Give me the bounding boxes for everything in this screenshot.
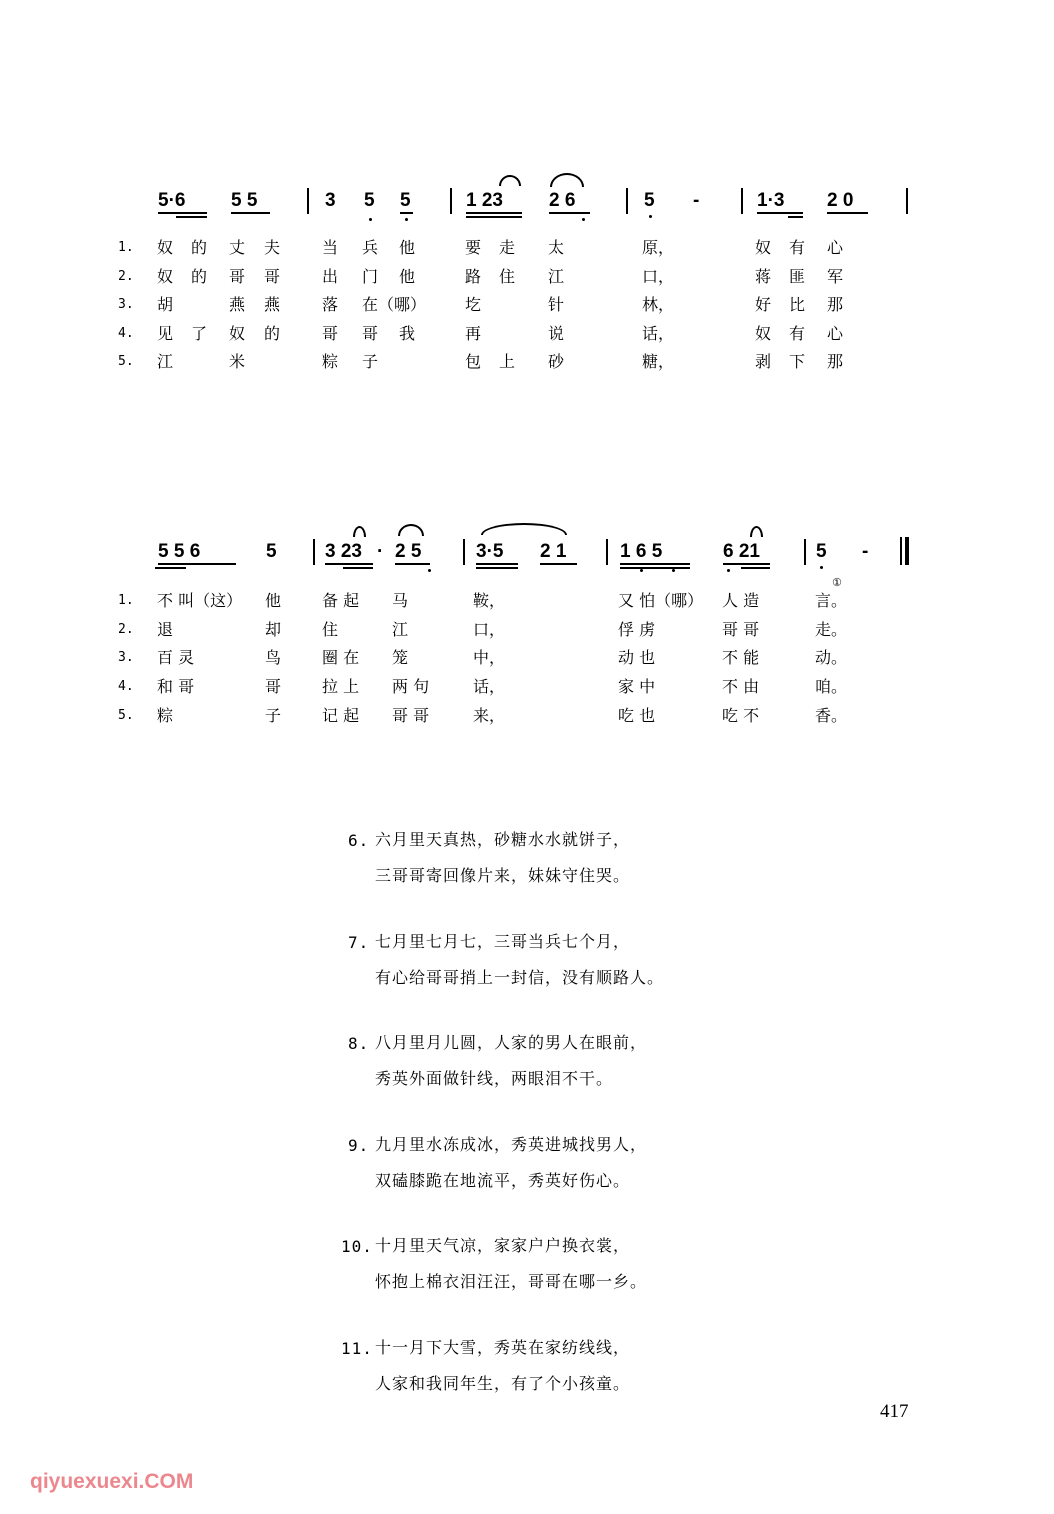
bar-line: [606, 539, 608, 565]
lyric-cell: 笼: [392, 648, 409, 668]
octave-dot: [727, 569, 730, 572]
lyric-cell: 心: [827, 323, 844, 343]
lyric-cell: 有: [789, 238, 806, 257]
underline: [620, 563, 690, 565]
lyric-cell: 我: [399, 323, 416, 343]
note: 2 1: [540, 541, 567, 562]
lyric-cell: 咱。: [815, 677, 848, 697]
note: 5: [400, 190, 411, 211]
lyric-cell: 了: [191, 323, 208, 343]
lyric-cell: 圪: [465, 295, 482, 314]
lyric-cell: 那: [827, 352, 844, 371]
note: 5: [364, 190, 375, 211]
lyric-cell: 住: [322, 619, 339, 639]
verse-number: 9.: [348, 1135, 370, 1155]
lyric-cell: 奴: [157, 266, 174, 286]
lyric-cell: 哥: [264, 266, 281, 286]
underline: [757, 212, 803, 214]
verse-number: 2.: [118, 268, 134, 284]
lyric-cell: 不 由: [722, 677, 760, 697]
lyric-cell: 和 哥: [157, 677, 195, 697]
note: 5: [816, 541, 827, 562]
slur: [353, 526, 366, 537]
watermark-logo: qiyuexuexi.COM: [30, 1470, 194, 1493]
bar-line: [463, 539, 465, 565]
lyric-cell: 言。: [815, 591, 848, 610]
lyric-cell: 住: [499, 266, 516, 286]
verse-number: 10.: [341, 1237, 373, 1257]
lyric-cell: 动。: [815, 648, 848, 668]
lyric-cell: 匪: [789, 266, 806, 286]
octave-dot: [672, 569, 675, 572]
bar-line: [804, 539, 806, 565]
lyric-cell: 夫: [264, 238, 281, 257]
bar-line: [906, 188, 908, 214]
note: 5: [644, 190, 655, 211]
note: 3 23: [325, 541, 362, 562]
verse-number: 2.: [118, 621, 134, 637]
note: -: [693, 190, 700, 211]
note: 1 23: [466, 190, 503, 211]
bar-line: [450, 188, 452, 214]
lyric-cell: 针: [548, 295, 565, 314]
verse-number: 3.: [118, 650, 134, 666]
lyric-cell: 那: [827, 295, 844, 314]
lyric-cell: 在（哪）: [362, 295, 427, 314]
lyric-cell: 哥: [322, 323, 339, 343]
lyric-cell: 的: [191, 266, 208, 286]
underline: [549, 212, 590, 214]
verse-line: 八月里月儿圆，人家的男人在眼前，: [375, 1033, 648, 1053]
verse-number: 11.: [341, 1339, 373, 1358]
lyric-cell: 哥 哥: [392, 705, 430, 725]
lyric-cell: 江: [157, 352, 174, 371]
note: 5 5 6: [158, 541, 201, 562]
note: 5 5: [231, 190, 258, 211]
verse-line: 人家和我同年生，有了个小孩童。: [375, 1374, 631, 1393]
lyric-cell: 鞍，: [473, 591, 506, 610]
lyric-cell: 口，: [473, 619, 506, 639]
lyric-cell: 口，: [642, 266, 675, 286]
lyric-cell: 马: [392, 591, 409, 610]
lyric-cell: 胡: [157, 295, 174, 314]
octave-dot: [640, 569, 643, 572]
lyric-cell: 百 灵: [157, 648, 195, 668]
lyric-cell: 奴: [229, 323, 246, 343]
lyric-cell: 记 起: [322, 705, 360, 725]
lyric-cell: 备 起: [322, 591, 360, 610]
lyric-cell: 动 也: [618, 648, 656, 668]
lyric-cell: 剥: [755, 352, 772, 371]
lyric-cell: 话，: [642, 323, 675, 343]
verse-line: 六月里天真热，砂糖水水就饼子，: [375, 830, 631, 849]
lyric-cell: 兵: [362, 238, 379, 257]
lyric-cell: 人 造: [722, 591, 760, 610]
slur: [750, 526, 763, 537]
lyric-cell: 的: [191, 238, 208, 257]
lyric-cell: 糖，: [642, 352, 675, 371]
lyric-cell: 见: [157, 323, 174, 343]
bar-line: [313, 539, 315, 565]
slur: [550, 173, 584, 187]
verse-line: 九月里水冻成冰，秀英进城找男人，: [375, 1134, 648, 1154]
lyric-cell: 话，: [473, 677, 506, 697]
verse-number: 8.: [348, 1034, 370, 1054]
underline: [476, 567, 518, 569]
slur: [499, 175, 521, 186]
lyric-cell: 再: [465, 323, 482, 343]
lyric-cell: 军: [827, 266, 844, 286]
lyric-cell: 他: [399, 266, 416, 286]
verse-line: 七月里七月七，三哥当兵七个月，: [375, 931, 631, 951]
octave-dot: [369, 218, 372, 221]
lyric-cell: 比: [789, 295, 806, 314]
underline: [400, 212, 413, 214]
underline: [466, 212, 522, 214]
underline: [476, 563, 518, 565]
lyric-cell: 米: [229, 352, 246, 371]
lyric-cell: 吃 也: [618, 705, 656, 725]
page-number: 417: [880, 1401, 909, 1422]
underline: [395, 563, 430, 565]
verse-number: 1.: [118, 593, 134, 608]
lyric-cell: 心: [827, 238, 844, 257]
note: 1·3: [757, 190, 785, 211]
note: -: [862, 541, 869, 562]
footnote-mark: ①: [832, 576, 842, 589]
verse-number: 4.: [118, 679, 134, 695]
lyric-cell: 燕: [264, 295, 281, 314]
octave-dot: [428, 569, 431, 572]
underline: [343, 567, 373, 569]
lyric-cell: 林，: [642, 295, 675, 314]
underline: [158, 212, 207, 214]
verse-number: 5.: [118, 707, 134, 723]
lyric-cell: 退: [157, 619, 174, 639]
lyric-cell: 子: [362, 352, 379, 371]
lyric-cell: 中，: [473, 648, 506, 668]
lyric-cell: 拉 上: [322, 677, 360, 697]
lyric-cell: 走: [499, 238, 516, 257]
verse-number: 6.: [348, 831, 370, 850]
verse-line: 怀抱上棉衣泪汪汪，哥哥在哪一乡。: [375, 1272, 648, 1292]
underline: [176, 216, 207, 218]
verse-line: 十月里天气凉，家家户户换衣裳，: [375, 1236, 631, 1256]
lyric-cell: 燕: [229, 295, 246, 314]
octave-dot: [582, 218, 585, 221]
slur: [481, 523, 567, 535]
lyric-cell: 不 能: [722, 648, 760, 668]
lyric-cell: 吃 不: [722, 705, 760, 725]
octave-dot: [820, 566, 823, 569]
lyric-cell: 原，: [642, 238, 675, 257]
lyric-cell: 江: [548, 266, 565, 286]
underline: [723, 563, 770, 565]
final-barline-thin: [900, 537, 902, 565]
lyric-cell: 俘 虏: [618, 619, 656, 639]
lyric-cell: 鸟: [265, 648, 282, 668]
lyric-cell: 奴: [755, 238, 772, 257]
verse-number: 1.: [118, 240, 134, 255]
verse-line: 十一月下大雪，秀英在家纺线线，: [375, 1338, 631, 1357]
lyric-cell: 奴: [157, 238, 174, 257]
slur: [398, 524, 424, 536]
lyric-cell: 好: [755, 295, 772, 314]
lyric-cell: 江: [392, 619, 409, 639]
lyric-cell: 来，: [473, 705, 506, 725]
lyric-cell: 上: [499, 352, 516, 371]
lyric-cell: 落: [322, 295, 339, 314]
verse-line: 秀英外面做针线，两眼泪不干。: [375, 1069, 614, 1089]
lyric-cell: 路: [465, 266, 482, 286]
note: 6 21: [723, 541, 760, 562]
lyric-cell: 家 中: [618, 677, 656, 697]
underline: [325, 563, 373, 565]
lyric-cell: 的: [264, 323, 281, 343]
lyric-cell: 香。: [815, 705, 848, 725]
lyric-cell: 要: [465, 238, 482, 257]
lyric-cell: 当: [322, 238, 339, 257]
lyric-cell: 哥: [229, 266, 246, 286]
octave-dot: [405, 218, 408, 221]
verse-number: 4.: [118, 325, 134, 341]
bar-line: [626, 188, 628, 214]
lyric-cell: 出: [322, 266, 339, 286]
lyric-cell: 哥 哥: [722, 619, 760, 639]
verse-line: 三哥哥寄回像片来，妹妹守住哭。: [375, 866, 631, 885]
lyric-cell: 包: [465, 352, 482, 371]
lyric-cell: 哥: [362, 323, 379, 343]
final-barline-thick: [905, 537, 909, 565]
lyric-cell: 他: [265, 591, 282, 610]
lyric-cell: 说: [548, 323, 565, 343]
note: 2 5: [395, 541, 422, 562]
lyric-cell: 砂: [548, 352, 565, 371]
underline: [155, 567, 186, 569]
underline: [158, 563, 236, 565]
lyric-cell: 走。: [815, 619, 848, 639]
octave-dot: [649, 215, 652, 218]
lyric-cell: 他: [399, 238, 416, 257]
note: 3: [325, 190, 336, 211]
underline: [741, 567, 770, 569]
underline: [540, 563, 577, 565]
verse-number: 5.: [118, 354, 134, 369]
lyric-cell: 下: [789, 352, 806, 371]
lyric-cell: 哥: [265, 677, 282, 697]
lyric-cell: 有: [789, 323, 806, 343]
note: 3·5: [476, 541, 504, 562]
lyric-cell: 蒋: [755, 266, 772, 286]
note: 2 6: [549, 190, 576, 211]
verse-number: 3.: [118, 297, 134, 312]
underline: [620, 567, 690, 569]
lyric-cell: 粽: [322, 352, 339, 371]
lyric-cell: 子: [265, 705, 282, 725]
bar-line: [741, 188, 743, 214]
lyric-cell: 圈 在: [322, 648, 360, 668]
lyric-cell: 太: [548, 238, 565, 257]
lyric-cell: 却: [265, 619, 282, 639]
underline: [231, 212, 270, 214]
underline: [788, 216, 803, 218]
note: 5: [266, 541, 277, 562]
verse-line: 双磕膝跪在地流平，秀英好伤心。: [375, 1170, 631, 1190]
lyric-cell: 不 叫（这）: [157, 591, 243, 610]
bar-line: [307, 188, 309, 214]
lyric-cell: 门: [362, 266, 379, 286]
lyric-cell: 丈: [229, 238, 246, 257]
note: 1 6 5: [620, 541, 663, 562]
note: 2 0: [827, 190, 854, 211]
note: 5·6: [158, 190, 186, 211]
lyric-cell: 奴: [755, 323, 772, 343]
underline: [466, 216, 522, 218]
lyric-cell: 粽: [157, 705, 174, 725]
underline: [827, 212, 868, 214]
lyric-cell: 两 句: [392, 677, 430, 697]
lyric-cell: 又 怕（哪）: [618, 591, 704, 610]
verse-line: 有心给哥哥捎上一封信，没有顺路人。: [375, 967, 665, 987]
note: ·: [377, 541, 384, 562]
verse-number: 7.: [348, 932, 370, 952]
